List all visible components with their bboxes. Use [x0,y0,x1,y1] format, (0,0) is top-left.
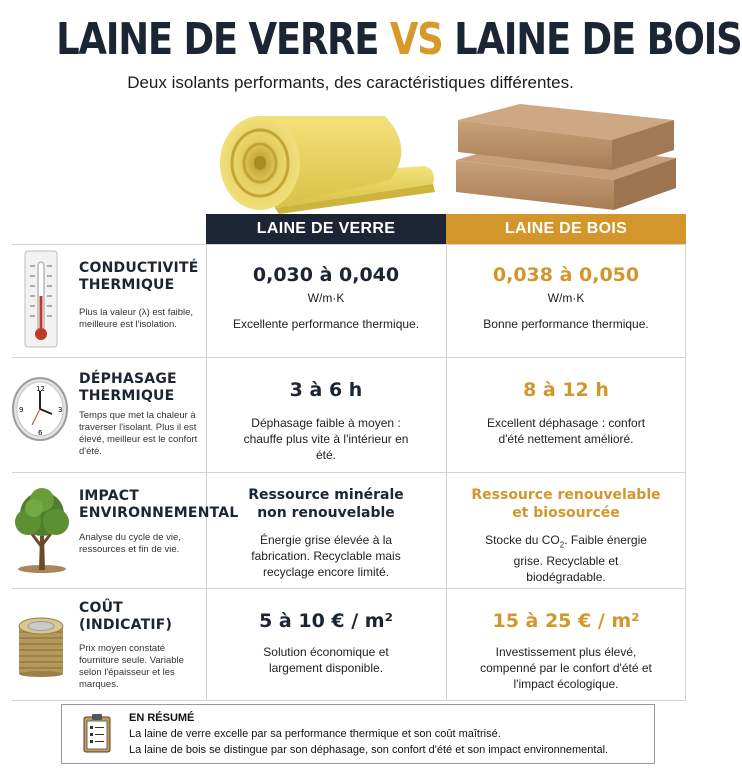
verre-conductivity-cell [206,264,446,332]
page-title: LAINE DE VERRE VS LAINE DE BOIS [56,14,742,65]
column-header-laine-de-bois: LAINE DE BOIS [446,214,686,244]
clock-icon [12,377,68,441]
verre-conductivity-value: 0,030 à 0,040 [252,264,400,286]
summary-box [61,704,655,764]
criterion-title: CONDUCTIVITÉ THERMIQUE [79,260,199,293]
bois-phase-shift-note: Excellent déphasage : confort d'été nettement amélioré. [486,416,646,446]
table-row [12,357,686,472]
verre-environment-value: Ressource minérale non renouvelable [248,487,404,521]
column-header-laine-de-verre: LAINE DE VERRE [206,214,446,244]
criterion-title: COÛT (INDICATIF) [79,600,173,633]
clipboard-icon [82,712,112,754]
verre-cost-cell [206,610,446,676]
bois-conductivity-unit: W/m·K [547,291,585,305]
bois-cost-value: 15 à 25 € / m² [492,610,640,632]
bois-cost-note: Investissement plus élevé, compenné par le confort d'été et l'impact écologique. [480,645,652,691]
title-vs: VS [389,14,443,65]
bois-environment-note: Stocke du $CO_2$. Faible énergie grise. Recyclable et biodégradable. [485,533,647,585]
table-row [12,472,686,588]
svg-text:9: 9 [19,406,24,414]
verre-environment-note: Énergie grise élevée à la fabrication. Recyclable mais recyclage encore limité. [251,533,401,579]
verre-phase-shift-value: 3 à 6 h [289,379,363,401]
table-row [12,588,686,700]
verre-phase-shift-cell [206,379,446,463]
bois-cost-cell [446,610,686,692]
bois-conductivity-value: 0,038 à 0,050 [492,264,640,286]
coins-icon [16,614,66,676]
bois-environment-value: Ressource renouvelable et biosourcée [471,487,661,521]
criterion-title: IMPACT ENVIRONNEMENTAL [79,488,239,521]
summary-line-verre: La laine de verre excelle par sa performance thermique et son coût maîtrisé. [129,728,501,740]
svg-text:3: 3 [58,406,63,414]
criterion-title: DÉPHASAGE THERMIQUE [79,371,177,404]
comparison-table [12,244,686,700]
bois-conductivity-note: Bonne performance thermique. [483,317,649,331]
bois-phase-shift-value: 8 à 12 h [523,379,609,401]
svg-text:6: 6 [38,429,43,437]
bois-phase-shift-cell [446,379,686,447]
verre-phase-shift-note: Déphasage faible à moyen : chauffe plus vite à l'intérieur en été. [243,416,409,462]
table-row [12,244,686,357]
page-subtitle: Deux isolants performants, des caractéristiques différentes. [127,73,574,92]
summary-line-bois: La laine de bois se distingue par son déphasage, son confort d'été et son impact environnemental. [129,744,609,756]
criterion-description: Prix moyen constaté fourniture seule. Variable selon l'épaisseur et les marques. [79,643,184,690]
tree-icon [12,486,72,574]
verre-cost-note: Solution économique et largement disponible. [263,645,389,675]
bois-environment-cell [446,486,686,585]
criterion-description: Plus la valeur (λ) est faible, meilleure est l'isolation. [79,307,194,330]
verre-environment-cell [206,486,446,580]
wood-fibre-boards-image [448,100,680,212]
criterion-description: Temps que met la chaleur à traverser l'isolant. Plus il est élevé, meilleur est le confort d'été. [79,410,198,457]
glass-wool-roll-image [215,108,440,216]
criterion-description: Analyse du cycle de vie, ressources et fin de vie. [79,532,181,555]
summary-title: EN RÉSUMÉ [129,712,195,724]
bois-conductivity-cell [446,264,686,332]
thermometer-icon [24,250,58,348]
verre-conductivity-note: Excellente performance thermique. [232,317,420,331]
table-divider [12,700,686,701]
verre-conductivity-unit: W/m·K [307,291,345,305]
verre-cost-value: 5 à 10 € / m² [259,610,393,632]
svg-text:12: 12 [36,385,45,393]
